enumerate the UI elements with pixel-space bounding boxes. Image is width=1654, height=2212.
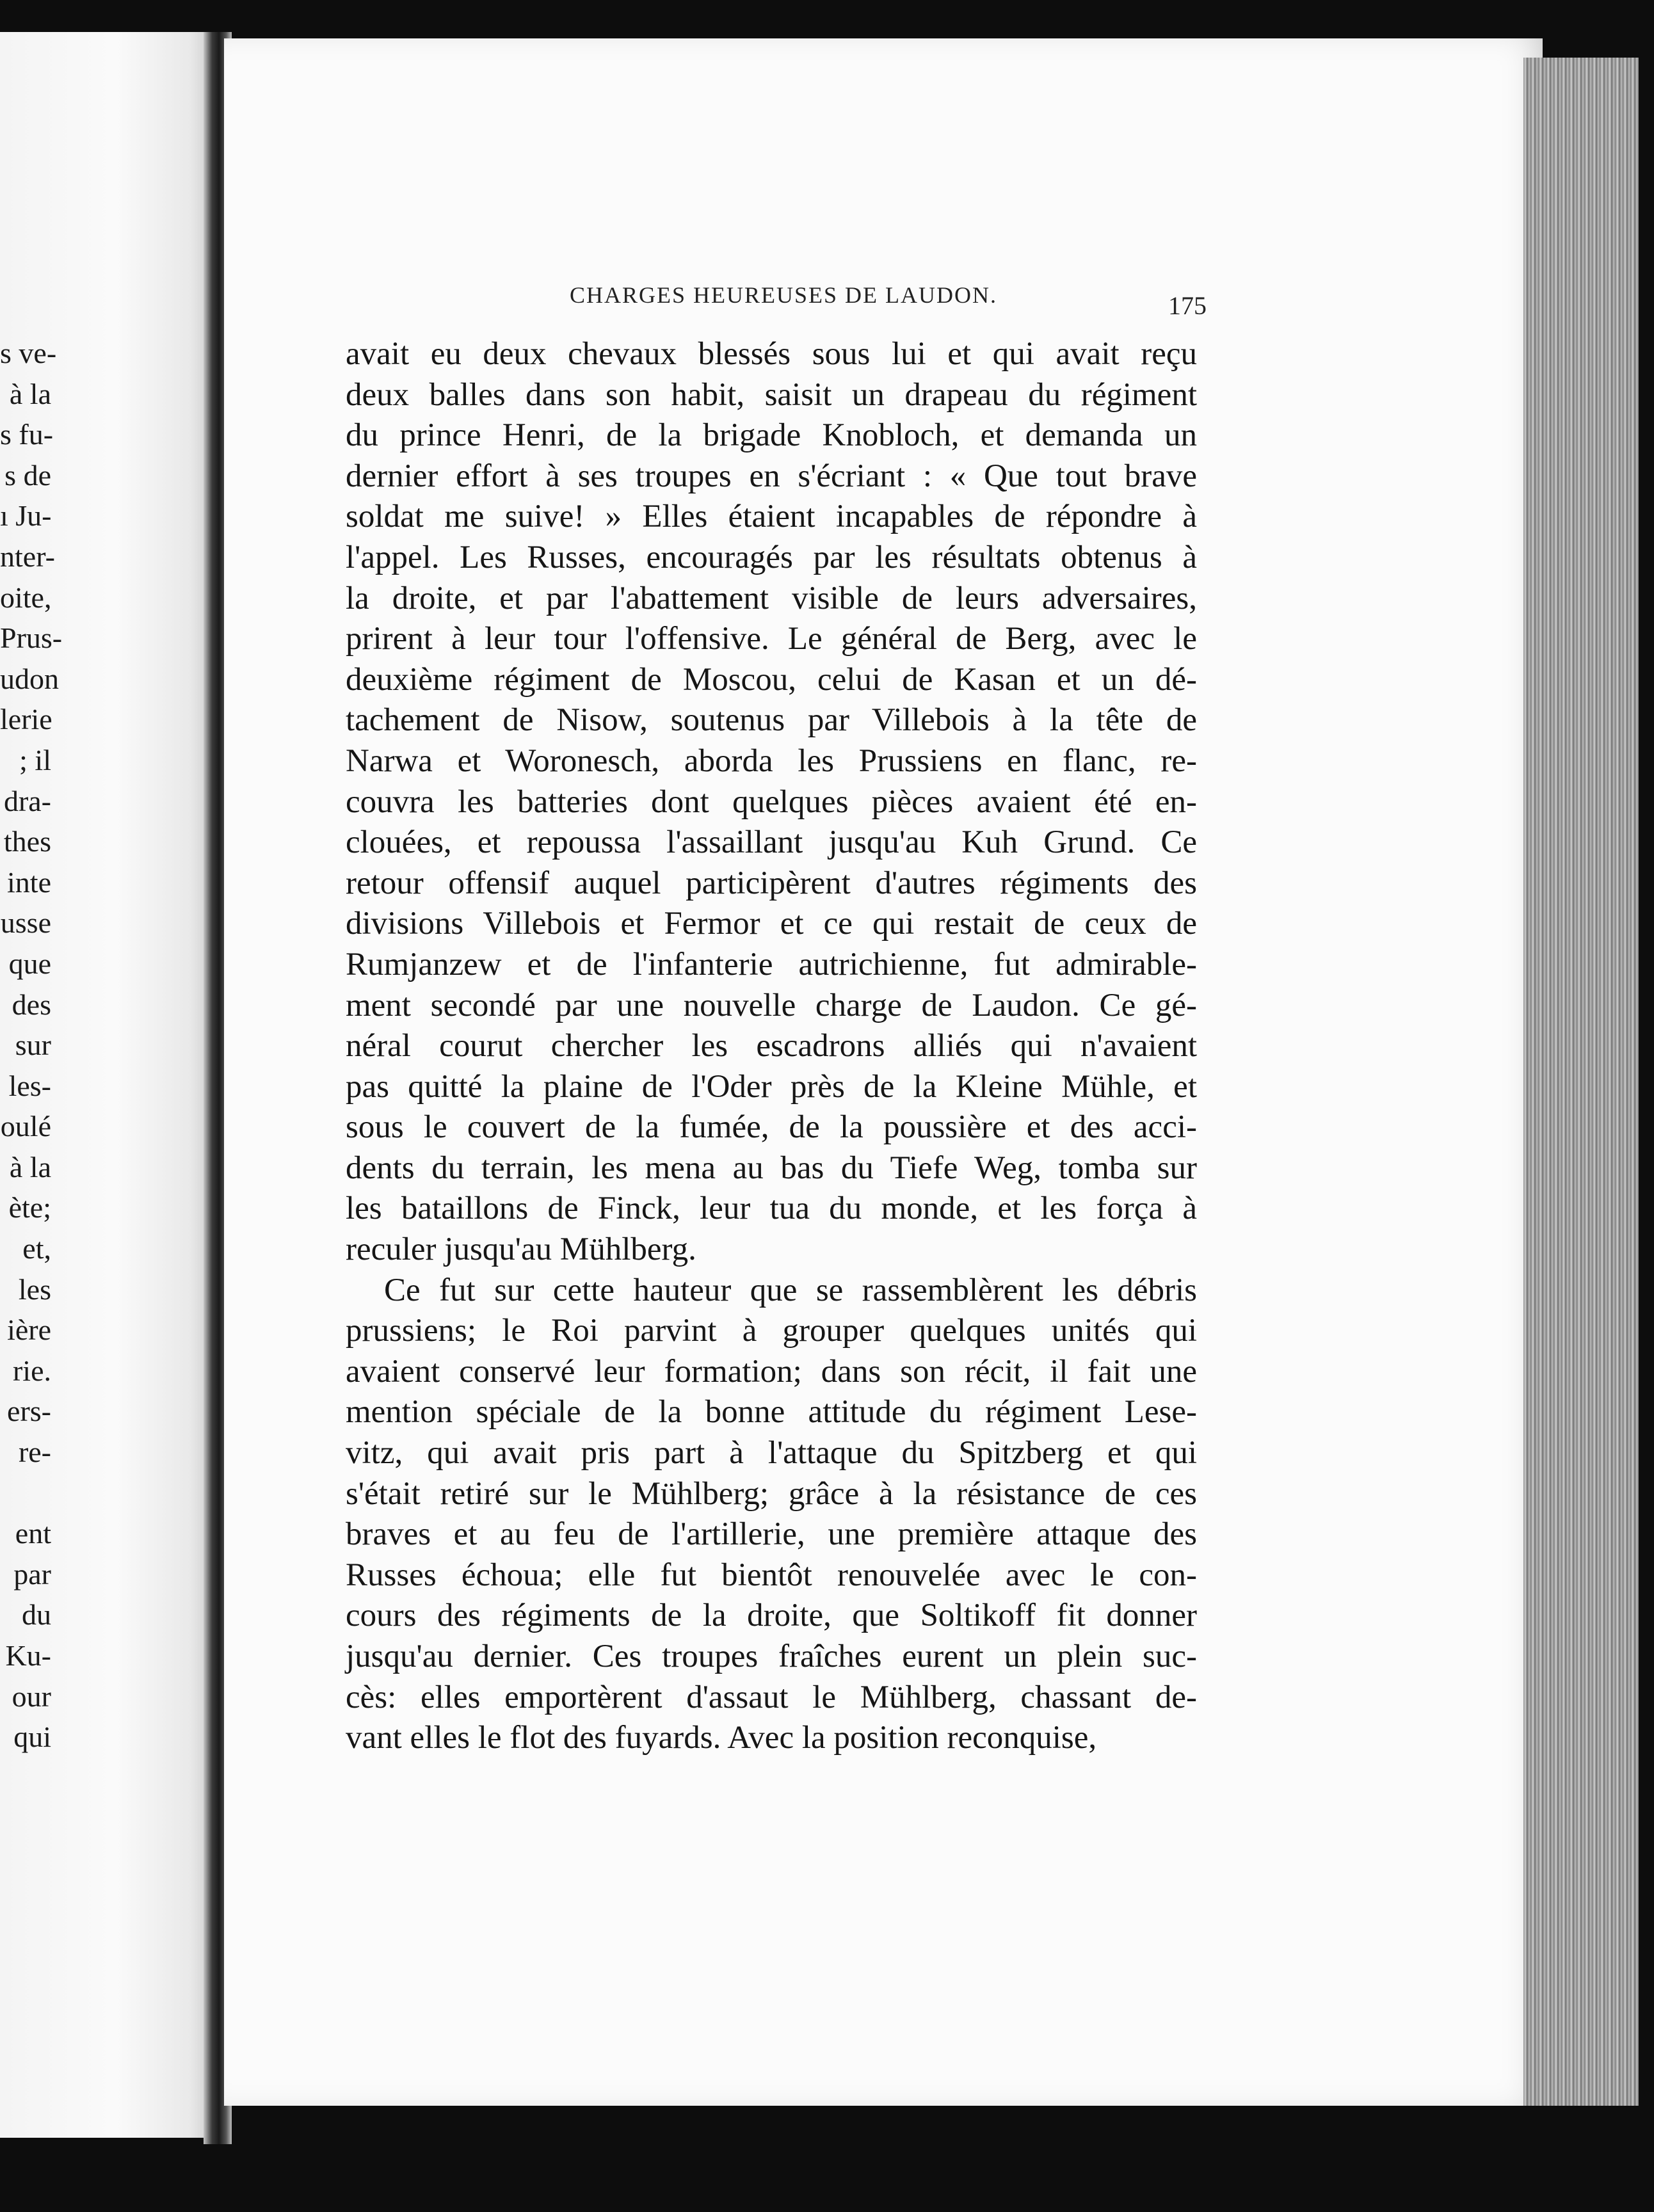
left-page-fragment: inte <box>7 865 51 899</box>
text-line: Rumjanzew et de l'infanterie autrichienne, fut admirable- <box>346 946 1197 982</box>
paragraph-2 <box>346 1270 1197 1759</box>
text-line: sous le couvert de la fumée, de la poussière et des acci- <box>346 1109 1197 1146</box>
left-page-fragment: s ve- <box>0 337 57 369</box>
page-edges <box>1523 58 1639 2106</box>
text-line: vant elles le flot des fuyards. Avec la position reconquise, <box>346 1720 1097 1756</box>
text-line: soldat me suive! » Elles étaient incapables de répondre à <box>346 499 1197 535</box>
left-page-fragment: à la <box>9 1150 51 1183</box>
text-line: Ce fut sur cette hauteur que se rassemblèrent les débris <box>384 1272 1197 1308</box>
left-page-fragment: udon <box>0 662 59 695</box>
left-page-fragment: our <box>12 1679 51 1713</box>
left-page-fragment: les- <box>8 1069 51 1102</box>
left-page-fragment: ı Ju- <box>0 499 52 533</box>
text-line: ment secondé par une nouvelle charge de Laudon. Ce gé- <box>346 987 1197 1023</box>
text-line: reculer jusqu'au Mühlberg. <box>346 1231 696 1268</box>
text-line: prussiens; le Roi parvint à grouper quelques unités qui <box>346 1313 1197 1349</box>
text-line: avait eu deux chevaux blessés sous lui et qui avait reçu <box>346 336 1197 372</box>
left-page-fragment: Ku- <box>5 1639 51 1672</box>
left-page-fragment: oite, <box>0 581 52 614</box>
left-page-fragment: dra- <box>3 784 51 817</box>
page-number: 175 <box>1168 291 1207 320</box>
text-line: dents du terrain, les mena au bas du Tiefe Weg, tomba sur <box>346 1150 1197 1186</box>
text-line: avaient conservé leur formation; dans son récit, il fait une <box>346 1353 1197 1390</box>
left-page-fragment: ers- <box>7 1395 51 1428</box>
left-page-fragment: du <box>22 1598 51 1631</box>
text-line: divisions Villebois et Fermor et ce qui restait de ceux de <box>346 906 1197 942</box>
left-page-fragment: lerie <box>0 703 52 736</box>
text-line: couvra les batteries dont quelques pièces avaient été en- <box>346 783 1197 820</box>
left-page-fragment: les <box>18 1272 51 1306</box>
text-line: jusqu'au dernier. Ces troupes fraîches eurent un plein suc- <box>346 1639 1197 1674</box>
text-line: l'appel. Les Russes, encouragés par les résultats obtenus à <box>346 539 1197 575</box>
left-page-fragment: à la <box>9 377 51 410</box>
left-page-fragment: s de <box>4 458 51 492</box>
text-line: cours des régiments de la droite, que Soltikoff fit donner <box>346 1598 1197 1634</box>
left-page-fragment: usse <box>0 906 51 940</box>
left-page-fragment: ; il <box>19 743 51 776</box>
text-line: prirent à leur tour l'offensive. Le général de Berg, avec le <box>346 621 1197 657</box>
text-line: mention spéciale de la bonne attitude du régiment Lese- <box>346 1394 1197 1431</box>
left-page-fragment <box>0 1473 51 1514</box>
text-line: vitz, qui avait pris part à l'attaque du Spitzberg et qui <box>346 1435 1197 1471</box>
left-page-fragment: rie. <box>12 1354 51 1387</box>
text-line: retour offensif auquel participèrent d'autres régiments des <box>346 865 1197 901</box>
left-page-fragment: ète; <box>8 1191 51 1224</box>
text-line: Russes échoua; elle fut bientôt renouvelée avec le con- <box>346 1557 1197 1593</box>
left-page-fragment: qui <box>13 1720 51 1754</box>
left-page-fragment: par <box>13 1557 51 1591</box>
left-page-fragment: ière <box>7 1313 51 1347</box>
left-page-fragment: thes <box>3 825 51 858</box>
left-page-fragment: oulé <box>0 1110 51 1143</box>
text-line: la droite, et par l'abattement visible de leurs adversaires, <box>346 580 1197 616</box>
left-page-fragment: nter- <box>0 540 55 573</box>
left-page-fragment: sur <box>15 1029 51 1062</box>
text-line: du prince Henri, de la brigade Knobloch, et demanda un <box>346 417 1197 454</box>
text-line: deuxième régiment de Moscou, celui de Kasan et un dé- <box>346 661 1197 698</box>
paragraph-1 <box>346 334 1197 1270</box>
left-page-fragment: s fu- <box>0 418 54 451</box>
text-line: les bataillons de Finck, leur tua du monde, et les força à <box>346 1190 1197 1227</box>
text-line: braves et au feu de l'artillerie, une première attaque des <box>346 1516 1197 1553</box>
text-line: deux balles dans son habit, saisit un drapeau du régiment <box>346 376 1197 413</box>
left-page-text-fragments <box>0 333 63 1758</box>
left-page-fragment: que <box>8 947 51 980</box>
text-line: clouées, et repoussa l'assaillant jusqu'au Kuh Grund. Ce <box>346 824 1197 861</box>
body-text <box>346 334 1197 1759</box>
text-line: dernier effort à ses troupes en s'écriant : « Que tout brave <box>346 458 1197 494</box>
left-page-fragment: Prus- <box>0 621 63 655</box>
text-line: tachement de Nisow, soutenus par Villebois à la tête de <box>346 702 1197 739</box>
left-page-fragment: ent <box>15 1517 51 1550</box>
left-page-fragment: re- <box>18 1436 51 1469</box>
text-line: pas quitté la plaine de l'Oder près de la Kleine Mühle, et <box>346 1068 1197 1105</box>
text-line: néral courut chercher les escadrons alliés qui n'avaient <box>346 1028 1197 1064</box>
text-line: s'était retiré sur le Mühlberg; grâce à la résistance de ces <box>346 1475 1197 1512</box>
text-line: cès: elles emportèrent d'assaut le Mühlberg, chassant de- <box>346 1679 1197 1715</box>
left-page-fragment: et, <box>22 1232 51 1265</box>
text-line: Narwa et Woronesch, aborda les Prussiens en flanc, re- <box>346 742 1197 779</box>
left-page-fragment: des <box>12 988 51 1021</box>
running-head: CHARGES HEUREUSES DE LAUDON. <box>570 282 998 308</box>
